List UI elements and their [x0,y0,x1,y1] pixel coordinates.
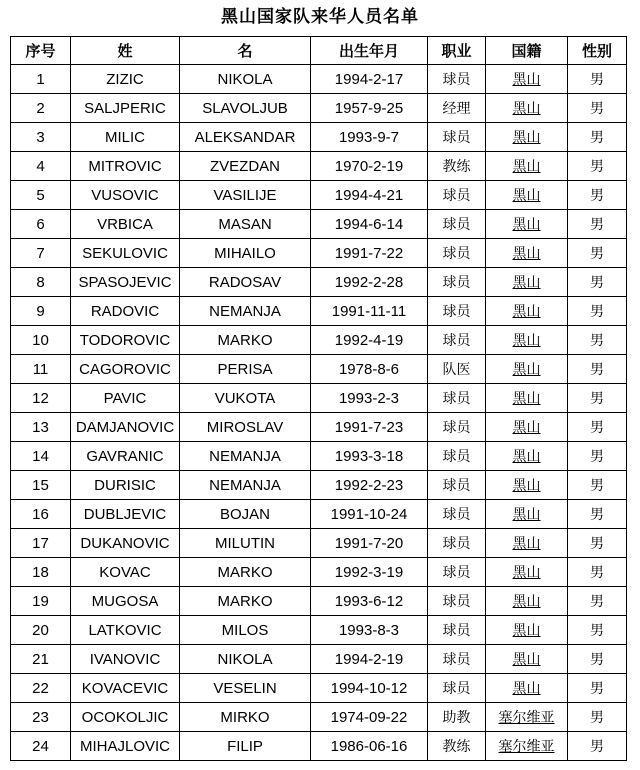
cell-number: 13 [11,413,71,442]
cell-occupation: 球员 [428,674,486,703]
cell-nationality: 黑山 [486,239,568,268]
cell-nationality: 黑山 [486,616,568,645]
cell-given-name: MARKO [180,326,311,355]
cell-surname: KOVACEVIC [71,674,180,703]
cell-number: 19 [11,587,71,616]
cell-birth-date: 1986-06-16 [311,732,428,761]
cell-surname: MITROVIC [71,152,180,181]
table-row [11,587,627,616]
cell-given-name: VUKOTA [180,384,311,413]
cell-gender: 男 [568,210,627,239]
cell-gender: 男 [568,326,627,355]
cell-number: 12 [11,384,71,413]
cell-occupation: 球员 [428,529,486,558]
table-row [11,94,627,123]
cell-occupation: 球员 [428,268,486,297]
cell-given-name: NEMANJA [180,297,311,326]
cell-nationality: 黑山 [486,297,568,326]
cell-nationality: 黑山 [486,471,568,500]
cell-nationality: 塞尔维亚 [486,703,568,732]
table-row [11,355,627,384]
cell-gender: 男 [568,616,627,645]
cell-occupation: 球员 [428,616,486,645]
page-title: 黑山国家队来华人员名单 [221,7,419,27]
cell-occupation: 球员 [428,181,486,210]
cell-given-name: MILUTIN [180,529,311,558]
cell-occupation: 球员 [428,123,486,152]
table-row [11,558,627,587]
cell-birth-date: 1957-9-25 [311,94,428,123]
cell-gender: 男 [568,268,627,297]
cell-number: 24 [11,732,71,761]
cell-number: 8 [11,268,71,297]
cell-occupation: 队医 [428,355,486,384]
cell-gender: 男 [568,413,627,442]
cell-surname: DURISIC [71,471,180,500]
cell-surname: PAVIC [71,384,180,413]
header-gender: 性别 [568,37,627,65]
cell-occupation: 球员 [428,558,486,587]
cell-birth-date: 1991-7-22 [311,239,428,268]
cell-nationality: 黑山 [486,268,568,297]
cell-surname: SALJPERIC [71,94,180,123]
cell-nationality: 黑山 [486,94,568,123]
cell-surname: MILIC [71,123,180,152]
cell-surname: VUSOVIC [71,181,180,210]
cell-number: 22 [11,674,71,703]
cell-number: 5 [11,181,71,210]
cell-nationality: 黑山 [486,500,568,529]
cell-occupation: 球员 [428,384,486,413]
cell-birth-date: 1994-4-21 [311,181,428,210]
cell-given-name: MIROSLAV [180,413,311,442]
cell-birth-date: 1992-2-28 [311,268,428,297]
cell-nationality: 黑山 [486,123,568,152]
cell-gender: 男 [568,703,627,732]
cell-occupation: 球员 [428,645,486,674]
cell-nationality: 黑山 [486,674,568,703]
table-row [11,210,627,239]
header-birth-date: 出生年月 [311,37,428,65]
cell-number: 23 [11,703,71,732]
cell-surname: SEKULOVIC [71,239,180,268]
cell-given-name: ALEKSANDAR [180,123,311,152]
table-row [11,500,627,529]
table-row [11,645,627,674]
cell-occupation: 经理 [428,94,486,123]
cell-nationality: 黑山 [486,210,568,239]
cell-given-name: PERISA [180,355,311,384]
cell-nationality: 黑山 [486,442,568,471]
cell-birth-date: 1992-3-19 [311,558,428,587]
cell-surname: ZIZIC [71,65,180,94]
cell-number: 10 [11,326,71,355]
cell-given-name: BOJAN [180,500,311,529]
cell-number: 11 [11,355,71,384]
table-row [11,442,627,471]
cell-birth-date: 1994-2-19 [311,645,428,674]
header-given-name: 名 [180,37,311,65]
cell-birth-date: 1974-09-22 [311,703,428,732]
cell-occupation: 球员 [428,65,486,94]
cell-nationality: 黑山 [486,384,568,413]
cell-gender: 男 [568,529,627,558]
cell-surname: TODOROVIC [71,326,180,355]
cell-gender: 男 [568,384,627,413]
cell-number: 17 [11,529,71,558]
cell-nationality: 黑山 [486,326,568,355]
header-occupation: 职业 [428,37,486,65]
cell-surname: IVANOVIC [71,645,180,674]
cell-surname: MIHAJLOVIC [71,732,180,761]
cell-given-name: NIKOLA [180,645,311,674]
cell-gender: 男 [568,239,627,268]
cell-birth-date: 1993-9-7 [311,123,428,152]
table-row [11,529,627,558]
cell-given-name: VASILIJE [180,181,311,210]
cell-gender: 男 [568,181,627,210]
table-row [11,674,627,703]
cell-number: 1 [11,65,71,94]
cell-occupation: 球员 [428,326,486,355]
cell-given-name: NIKOLA [180,65,311,94]
roster-table [10,36,627,761]
cell-birth-date: 1991-11-11 [311,297,428,326]
table-row [11,239,627,268]
cell-gender: 男 [568,645,627,674]
cell-number: 3 [11,123,71,152]
table-row [11,152,627,181]
table-row [11,123,627,152]
table-row [11,297,627,326]
cell-occupation: 球员 [428,442,486,471]
cell-nationality: 黑山 [486,152,568,181]
header-row [11,37,627,65]
cell-number: 14 [11,442,71,471]
cell-given-name: MIRKO [180,703,311,732]
cell-gender: 男 [568,355,627,384]
cell-birth-date: 1991-7-23 [311,413,428,442]
cell-occupation: 球员 [428,471,486,500]
table-row [11,326,627,355]
cell-birth-date: 1991-7-20 [311,529,428,558]
cell-number: 7 [11,239,71,268]
table-row [11,413,627,442]
cell-nationality: 黑山 [486,65,568,94]
cell-nationality: 黑山 [486,181,568,210]
cell-given-name: RADOSAV [180,268,311,297]
cell-number: 9 [11,297,71,326]
cell-occupation: 球员 [428,297,486,326]
cell-birth-date: 1993-2-3 [311,384,428,413]
cell-gender: 男 [568,297,627,326]
cell-surname: SPASOJEVIC [71,268,180,297]
table-row [11,732,627,761]
cell-gender: 男 [568,674,627,703]
cell-surname: LATKOVIC [71,616,180,645]
cell-birth-date: 1991-10-24 [311,500,428,529]
cell-given-name: NEMANJA [180,471,311,500]
cell-given-name: MARKO [180,587,311,616]
cell-occupation: 球员 [428,587,486,616]
cell-nationality: 黑山 [486,529,568,558]
cell-nationality: 黑山 [486,558,568,587]
cell-surname: VRBICA [71,210,180,239]
cell-nationality: 黑山 [486,355,568,384]
cell-surname: DUBLJEVIC [71,500,180,529]
cell-birth-date: 1994-6-14 [311,210,428,239]
cell-number: 18 [11,558,71,587]
cell-gender: 男 [568,500,627,529]
cell-birth-date: 1992-2-23 [311,471,428,500]
cell-occupation: 球员 [428,413,486,442]
header-number: 序号 [11,37,71,65]
cell-gender: 男 [568,94,627,123]
cell-nationality: 塞尔维亚 [486,732,568,761]
cell-birth-date: 1992-4-19 [311,326,428,355]
cell-surname: RADOVIC [71,297,180,326]
cell-nationality: 黑山 [486,413,568,442]
cell-occupation: 教练 [428,152,486,181]
cell-nationality: 黑山 [486,587,568,616]
table-row [11,703,627,732]
cell-gender: 男 [568,123,627,152]
cell-occupation: 助教 [428,703,486,732]
cell-given-name: MARKO [180,558,311,587]
cell-given-name: VESELIN [180,674,311,703]
cell-given-name: ZVEZDAN [180,152,311,181]
cell-number: 2 [11,94,71,123]
cell-gender: 男 [568,152,627,181]
cell-gender: 男 [568,558,627,587]
cell-nationality: 黑山 [486,645,568,674]
cell-given-name: SLAVOLJUB [180,94,311,123]
cell-number: 15 [11,471,71,500]
cell-birth-date: 1994-2-17 [311,65,428,94]
table-row [11,471,627,500]
table-row [11,181,627,210]
cell-surname: MUGOSA [71,587,180,616]
cell-surname: GAVRANIC [71,442,180,471]
cell-number: 20 [11,616,71,645]
cell-surname: CAGOROVIC [71,355,180,384]
cell-birth-date: 1993-6-12 [311,587,428,616]
cell-given-name: FILIP [180,732,311,761]
cell-number: 4 [11,152,71,181]
roster-body [11,65,627,761]
cell-given-name: NEMANJA [180,442,311,471]
cell-gender: 男 [568,65,627,94]
cell-surname: DUKANOVIC [71,529,180,558]
cell-gender: 男 [568,471,627,500]
header-nationality: 国籍 [486,37,568,65]
cell-given-name: MILOS [180,616,311,645]
cell-number: 6 [11,210,71,239]
cell-surname: OCOKOLJIC [71,703,180,732]
cell-number: 16 [11,500,71,529]
table-row [11,268,627,297]
cell-surname: KOVAC [71,558,180,587]
cell-gender: 男 [568,732,627,761]
cell-birth-date: 1970-2-19 [311,152,428,181]
cell-birth-date: 1993-3-18 [311,442,428,471]
cell-birth-date: 1978-8-6 [311,355,428,384]
cell-birth-date: 1993-8-3 [311,616,428,645]
cell-occupation: 教练 [428,732,486,761]
header-surname: 姓 [71,37,180,65]
table-row [11,65,627,94]
cell-given-name: MIHAILO [180,239,311,268]
cell-occupation: 球员 [428,500,486,529]
cell-birth-date: 1994-10-12 [311,674,428,703]
cell-gender: 男 [568,587,627,616]
table-row [11,616,627,645]
cell-given-name: MASAN [180,210,311,239]
cell-number: 21 [11,645,71,674]
cell-surname: DAMJANOVIC [71,413,180,442]
cell-occupation: 球员 [428,210,486,239]
cell-occupation: 球员 [428,239,486,268]
table-row [11,384,627,413]
cell-gender: 男 [568,442,627,471]
